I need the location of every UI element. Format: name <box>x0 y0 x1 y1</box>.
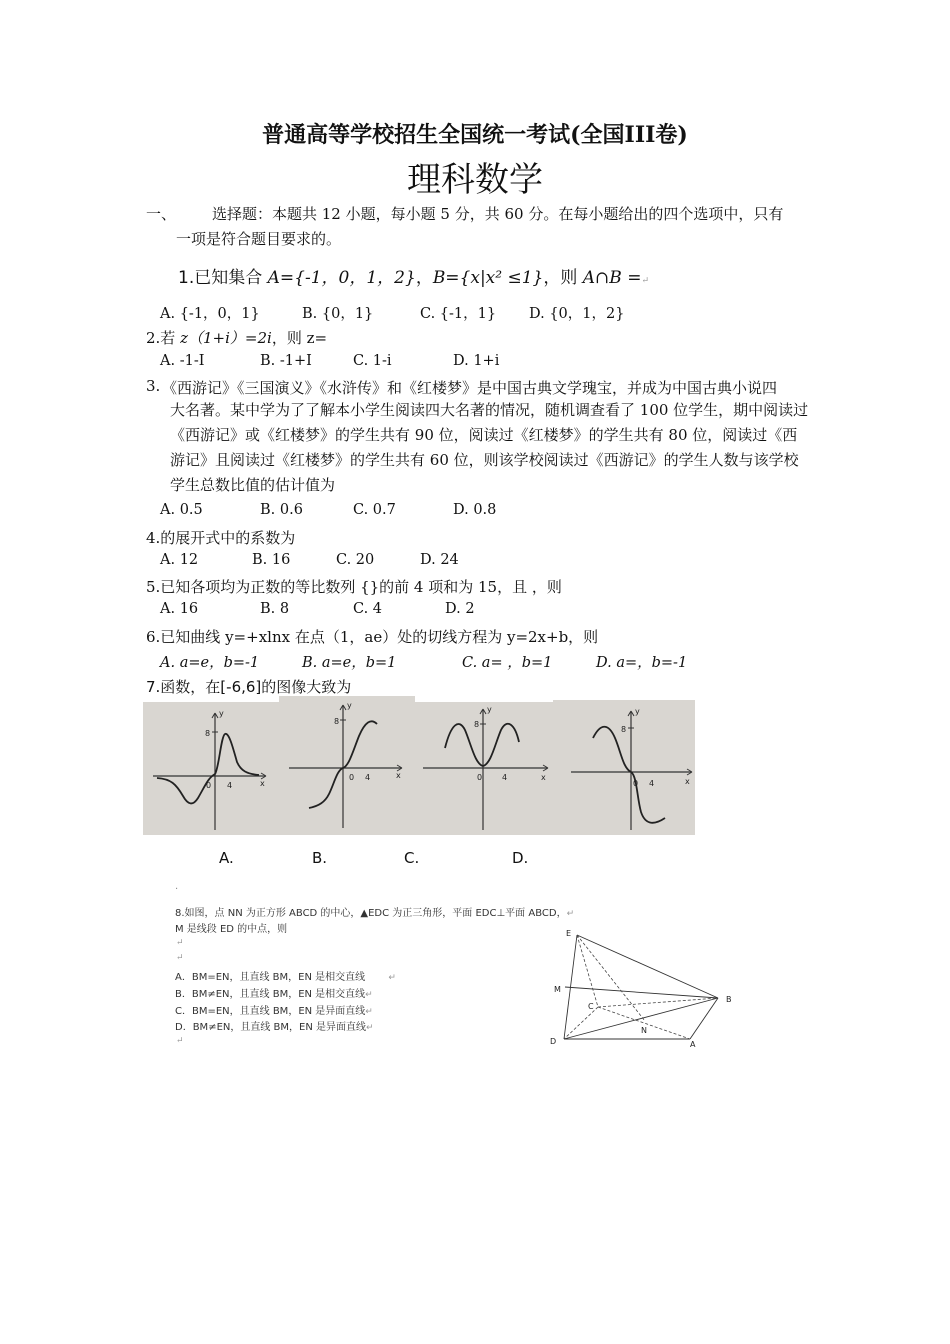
q1-option-d: D. {0，1，2} <box>529 306 625 322</box>
q6-option-b: B. a=e，b=1 <box>302 655 397 671</box>
q3-option-a: A. 0.5 <box>160 502 203 518</box>
point-label-e: E <box>566 929 572 938</box>
q4-option-c: C. 20 <box>336 552 375 568</box>
q1-sep1: ， <box>415 268 433 288</box>
q4-option-b: B. 16 <box>252 552 291 568</box>
q8-option-c-text: C．BM=EN，且直线 BM，EN 是异面直线 <box>175 1006 366 1017</box>
graph-c-y-tick: 8 <box>474 720 480 729</box>
graph-a-y-label: y <box>219 709 224 718</box>
q5-option-d: D. 2 <box>445 601 475 617</box>
q8-option-a <box>175 968 396 983</box>
graph-label-b: B. <box>312 849 328 867</box>
q3-body: 大名著。某中学为了了解本小学生阅读四大名著的情况，随机调查看了 100 位学生，期中阅读过《西游记》或《红楼梦》的学生共有 90 位，阅读过《红楼梦》的学生共有 80 位，阅读过《西游记》且阅读过《红楼梦》的学生共有 60 位，则该学校阅读过《西游记》的学生人数与该学校学生总数比值的估计值为 <box>170 401 809 494</box>
q2-expression: z（1+i）=2i <box>180 329 272 347</box>
q2-option-c: C. 1-i <box>353 353 392 369</box>
return-mark: ↵ <box>366 1023 374 1033</box>
return-mark: ↵ <box>176 953 184 963</box>
q6-option-d: D. a=，b=-1 <box>596 655 688 671</box>
graph-c-plot <box>415 702 553 835</box>
graph-d-origin: 0 <box>633 779 639 788</box>
point-label-m: M <box>554 985 561 994</box>
return-mark: ↵ <box>566 909 575 919</box>
graph-d-x-label: x <box>685 777 690 786</box>
graph-label-c: C. <box>404 849 420 867</box>
return-mark: ↵ <box>176 1036 184 1046</box>
return-mark: ↵ <box>365 1007 373 1017</box>
q3-option-d: D. 0.8 <box>453 502 497 518</box>
q2-suffix: ，则 z= <box>271 329 328 347</box>
graph-a <box>143 702 279 835</box>
q3-option-b: B. 0.6 <box>260 502 303 518</box>
q8-geometry-figure <box>540 925 740 1050</box>
point-label-d: D <box>550 1037 557 1046</box>
graph-b-x-label: x <box>396 771 401 780</box>
question-7: 7.函数，在[-6,6]的图像大致为 <box>146 678 352 696</box>
q2-option-b: B. -1+I <box>260 353 312 369</box>
exam-title: 普通高等学校招生全国统一考试(全国III卷) <box>262 122 688 148</box>
q5-option-a: A. 16 <box>160 601 199 617</box>
graph-c-x-label: x <box>541 773 546 782</box>
q1-set-a: A={-1，0，1，2} <box>267 268 416 288</box>
graph-a-origin: 0 <box>206 781 212 790</box>
graph-c-x-tick: 4 <box>502 773 508 782</box>
section-instructions-line1: 选择题：本题共 12 小题，每小题 5 分，共 60 分。在每小题给出的四个选项中，只有 <box>212 205 784 223</box>
graph-b-x-tick: 4 <box>365 773 371 782</box>
question-1 <box>178 263 649 288</box>
q4-option-a: A. 12 <box>160 552 199 568</box>
graph-label-d: D. <box>512 849 529 867</box>
question-6: 6.已知曲线 y=+xlnx 在点（1，ae）处的切线方程为 y=2x+b，则 <box>146 628 599 646</box>
q8-line1 <box>175 904 574 919</box>
q3-line1: 《西游记》《三国演义》《水浒传》和《红楼梦》是中国古典文学瑰宝，并成为中国古典小说四 <box>162 379 778 397</box>
graph-b-plot <box>279 696 415 835</box>
graph-a-x-label: x <box>260 779 265 788</box>
q6-option-a: A. a=e，b=-1 <box>160 655 260 671</box>
q3-number: 3. <box>146 377 161 395</box>
return-mark: ↵ <box>641 276 649 286</box>
q1-sep2: ，则 <box>543 268 578 288</box>
q1-prefix: 1.已知集合 <box>178 268 263 288</box>
q5-option-b: B. 8 <box>260 601 290 617</box>
q2-option-a: A. -1-I <box>160 353 205 369</box>
graph-d-y-label: y <box>635 707 640 716</box>
graph-b-y-tick: 8 <box>334 717 340 726</box>
graph-c-origin: 0 <box>477 773 483 782</box>
point-label-c: C <box>588 1002 594 1011</box>
point-label-n: N <box>641 1026 647 1035</box>
q6-option-c: C. a= ，b=1 <box>462 655 553 671</box>
q8-line1-text: 8.如图，点 NN 为正方形 ABCD 的中心，▲EDC 为正三角形，平面 EDC⊥平面 ABCD， <box>175 908 567 919</box>
q8-line2: M 是线段 ED 的中点，则 <box>175 924 288 935</box>
return-mark: ↵ <box>365 990 373 1000</box>
return-mark: ↵ <box>388 973 396 983</box>
q8-option-b-text: B．BM≠EN，且直线 BM，EN 是相交直线 <box>175 989 366 1000</box>
q1-option-b: B. {0，1} <box>302 306 374 322</box>
question-4: 4.的展开式中的系数为 <box>146 529 296 547</box>
q4-option-d: D. 24 <box>420 552 459 568</box>
graph-b-origin: 0 <box>349 773 355 782</box>
graph-d-x-tick: 4 <box>649 779 655 788</box>
question-2 <box>146 327 327 348</box>
graph-label-a: A. <box>219 849 234 867</box>
q8-option-d-text: D．BM≠EN，且直线 BM，EN 是异面直线 <box>175 1022 367 1033</box>
q8-option-d <box>175 1018 374 1033</box>
q2-prefix: 2.若 <box>146 329 176 347</box>
graph-b-y-label: y <box>347 701 352 710</box>
section-instructions-line2: 一项是符合题目要求的。 <box>176 230 342 248</box>
q1-set-b: B={x|x² ≤1} <box>432 268 544 288</box>
graph-d-y-tick: 8 <box>621 725 627 734</box>
point-label-b: B <box>726 995 732 1004</box>
q2-option-d: D. 1+i <box>453 353 500 369</box>
subject-title: 理科数学 <box>407 160 543 200</box>
q8-option-b <box>175 985 373 1000</box>
question-5: 5.已知各项均为正数的等比数列 {}的前 4 项和为 15，且 ，则 <box>146 578 562 596</box>
graph-a-plot <box>143 702 279 835</box>
point-label-a: A <box>690 1040 696 1049</box>
graph-d <box>553 700 695 835</box>
graph-b <box>279 696 415 835</box>
q8-option-a-text: A．BM=EN，且直线 BM，EN 是相交直线 <box>175 972 366 983</box>
q3-option-c: C. 0.7 <box>353 502 396 518</box>
graph-c <box>415 702 553 835</box>
graph-d-plot <box>553 700 695 835</box>
q8-dot: · <box>175 884 179 895</box>
q5-option-c: C. 4 <box>353 601 383 617</box>
q1-option-a: A. {-1，0，1} <box>160 306 260 322</box>
q1-option-c: C. {-1，1} <box>420 306 497 322</box>
q1-ask: A∩B = <box>582 268 642 288</box>
section-number: 一、 <box>146 205 177 223</box>
graph-a-x-tick: 4 <box>227 781 233 790</box>
q8-option-c <box>175 1002 373 1017</box>
return-mark: ↵ <box>176 938 184 948</box>
graph-c-y-label: y <box>487 705 492 714</box>
graph-a-y-tick: 8 <box>205 729 211 738</box>
